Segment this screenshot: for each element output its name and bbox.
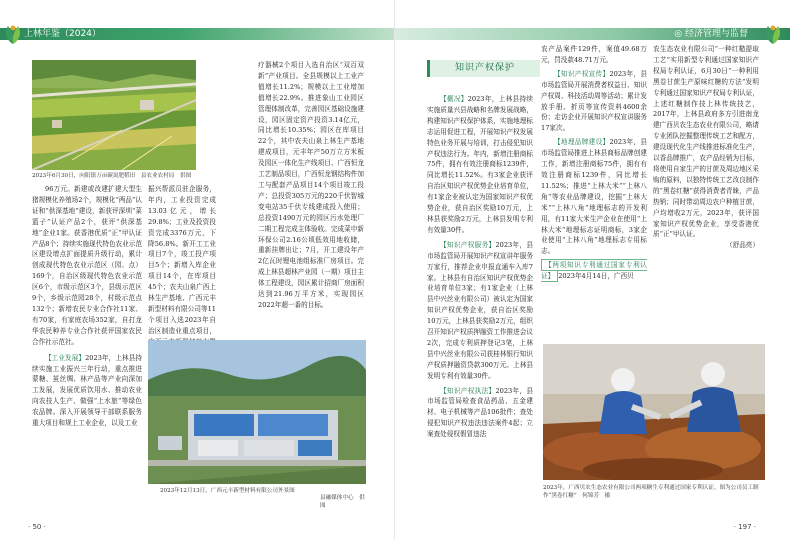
section-tag: 【两项知识专利通过国家专利认证】: [541, 261, 647, 281]
header-title: ◎ 经济管理与监督: [674, 29, 748, 39]
section-tag: 【地理品牌建设】: [554, 138, 610, 147]
leaf-logo-icon: [2, 22, 24, 46]
paragraph-text: 2023年，县市场监管局推进上林县商标品牌创建工作，新增注册商标75件，拥有有效注册商标1239件，同比增长11.52%；推进“上林大米”“上林八角”等农业品牌建设，挖掘“上林大米”“上林八角”地理标志的开发利用，有11家大米生产企业在使用“上林大米”地理标志证明商标，3家企业使用“上林八角”地理标志专用标志。: [541, 138, 648, 256]
paragraph-text: 2023年4月14日，广西贝: [558, 272, 634, 281]
paragraph-text: 2023年，上林县持续实施质量兴县战略和名牌发展战略，构建知识产权保护体系，实施地理标志运用促进工程，开展知识产权发展特色业务开展与培训，打击侵犯知识产权违法行为。年内，新增注册商标75件，拥有有效注册商标1239件，同比增长11.52%。有3家企业获评自治区知识产权优势企业培育单位，有1家企业被认定为国家知识产权优势企业，获自治区奖励10万元，上林县获奖励2万元，上林县发明专利有效量30件。: [427, 95, 534, 234]
section-tag: 【概况】: [440, 95, 468, 103]
section-tag: 【知识产权宣传】: [554, 69, 610, 78]
paragraph: 农生态农业有限公司“一种红糙提取工艺”实用新型专利通过国家知识产权局专利认证，6月30日“一种利用黑卷甘蔗生产原味红糖的方法”发明专利通过国家知识产权局专利认证，上述红糖制作技上林传统技艺，2017年，上林县政府多方引进南龙建广西贝农生态农业有限公司，略请专业团队挖掘整理传统工艺和配方，建设现代化生产线推进标准化生产，以香品牌推广，农产品经销为目标，将使用自家生产的甘蔗及周边地区采购的原料，以独特传统工艺改良制作的“黑卷红糖”获得消费者青睐，产品热销；同时带动周边农户种植甘蔗，户均增收2万元，2023年，获评国家知识产权优势企业，享受香港优质“正”甲认证。: [653, 45, 759, 239]
right-column-3: [653, 44, 759, 251]
paragraph: [541, 260, 647, 282]
header-title: 上林年鉴（2024）: [24, 29, 101, 39]
section-tag: 【知识产权执法】: [440, 386, 496, 395]
paragraph: [427, 386, 533, 441]
paragraph: 96万元。新建或改建扩建大型生猪规模化养殖场2个，规模化“两品”认证和“供深基地”建设，新获评深圳“菜篮子”认证产品2个，获评“供深基地”企业1家。获香港优质“正”甲认证产品8个；持续实施现代特色农业示范区建设增点扩面提质升级行动，累计创成现代特色农业示范区（园、点）169个，自治区级现代特色农业示范区6个，市级示范区3个，县级示范区9个，乡级示范园28个，村级示范点132个；新增农民专业合作社11家、有70家，有家庭农场352家，自打龙华农民种养专业合作社获评国家农民合作社示范社。: [32, 185, 142, 346]
paragraph: 疗器械2个项目入选自治区“双百双新”产业项目。全县规模以上工业产值增长11.2%；规模以上工业增加值增长22.9%。推进象山工业园区管理体制改革，完善园区基础设施建设，园区固定资产投资3.14亿元，同比增长10.35%；园区在库项目22个，其中农夫山泉上林生产基地建成项目，元丰年产50万立方米板及园区一体化生产线项目、广西恒龙工艺制品项目，广西恒龙钢结构件加工与配套产品项目14个项目竣工投产；总投资305万元的220千伏智城变电站35千伏专线建成投入使用；总投资1490万元的园区污水处理厂二期工程完成主体验收。完成菜申新环保公司2.16公顷低效用地收储，重新挂牌出让；7月，开工建设年产2亿瓦时锂电池组标准厂房项目。完成上林县超林产业园（一期）项目主体工程建设，园区累计招商厂房面积达到21.96万平方米，实现园区2022年超一番的目标。: [258, 61, 364, 309]
right-column-2: [541, 44, 647, 282]
photo2-credit: 县融媒体中心 供图: [320, 495, 365, 509]
paragraph: [427, 94, 533, 236]
paragraph-text: 2023年，县市场监管局检查食品药品、五金建材、电子机械等产品106批件；查处侵犯知识产权违法违法案件4起；立案查处侵权假冒违法: [427, 386, 534, 439]
right-page: [395, 0, 790, 539]
leaf-logo-icon: [762, 22, 784, 46]
left-page-number: · 50 ·: [28, 523, 46, 531]
paragraph-text: 2023年，上林县持续实施工业振兴三年行动，重点推进蒙糖、茧丝绸、林产品等产业向深加工发展，发展优质饮用水、推动农业向农技人生产、做强“上水旅”等绿色农品牌。深入开展领导干部联系服务重大项目和规上工业企业，以及工业: [32, 353, 142, 428]
rice-field-photo: [32, 60, 196, 170]
author-credit: （舒品亮）: [726, 241, 759, 250]
paragraph: [541, 137, 647, 257]
paragraph: [32, 353, 142, 429]
left-header: [0, 20, 395, 48]
section-title: [427, 60, 540, 77]
brown-sugar-photo: [543, 344, 765, 480]
section-tag: 【知识产权服务】: [440, 240, 496, 249]
paragraph-text: 2023年，县市场监管局开展知识产权宣讲年服务万家行，推荐企业申报直通车入库7家。上林县有自治区知识产权优势企业培育单位3家；有1家企业（上林县中兴丝业有限公司）被认定为国家知识产权优势企业，获自治区奖励10万元，上林县获奖励2万元，组织召开知识产权质押融资工作推进会议2次，完成专利质押登记3笔，上林县中兴丝业有限公司获桂林银行知识产权质押融资贷款300万元。上林县发明专利有效量30件。: [427, 240, 534, 380]
paragraph-text: 2023年，县市场监管局开展消费者权益日、知识产权周、科技活动周等活动；累计发放手册、折页等宣传资料4600余份；走访企业开展知识产权宣讲服务17家次。: [541, 69, 648, 133]
right-page-number: · 197 ·: [733, 523, 756, 531]
left-column-3: [258, 60, 364, 311]
section-title-text: 知识产权保护: [454, 63, 515, 73]
photo3-caption: 2023年，广西贝农生态农业有限公司两项糖生专利通过国家专利认证。图为公司员工制作“黑卷红糖” 何锦芳 摄: [543, 485, 759, 499]
photo2-caption: 2023年12月13日，广西元丰新型材料有限公司外景图: [160, 488, 295, 494]
paragraph: [427, 240, 533, 382]
photo1-caption: 2023年6月30日，向阳镇万亩碳氮肥稻田 县农业农村局 供图: [32, 173, 192, 179]
paragraph: [541, 69, 647, 134]
factory-photo: [148, 340, 366, 484]
paragraph: 振兴帮派员驻企服务，年内，工业投资完成13.03亿元，增长29.8%；工业及投资投资完成3376万元，下降56.8%。新开工工业项目7个，竣工投产项目5个；新增入库企业项目14个，在库项目45个；农夫山泉广西上林生产基地、广西元丰新型材料有限公司等11个项目入选2023年自治区制造业重点项目，: [148, 185, 216, 335]
right-column-1: [427, 94, 533, 440]
left-column-1: [32, 184, 142, 429]
paragraph: 农产品案件129件，案值49.68万元，罚没款48.71万元。: [541, 45, 647, 64]
section-tag: 【工业发展】: [45, 353, 86, 362]
